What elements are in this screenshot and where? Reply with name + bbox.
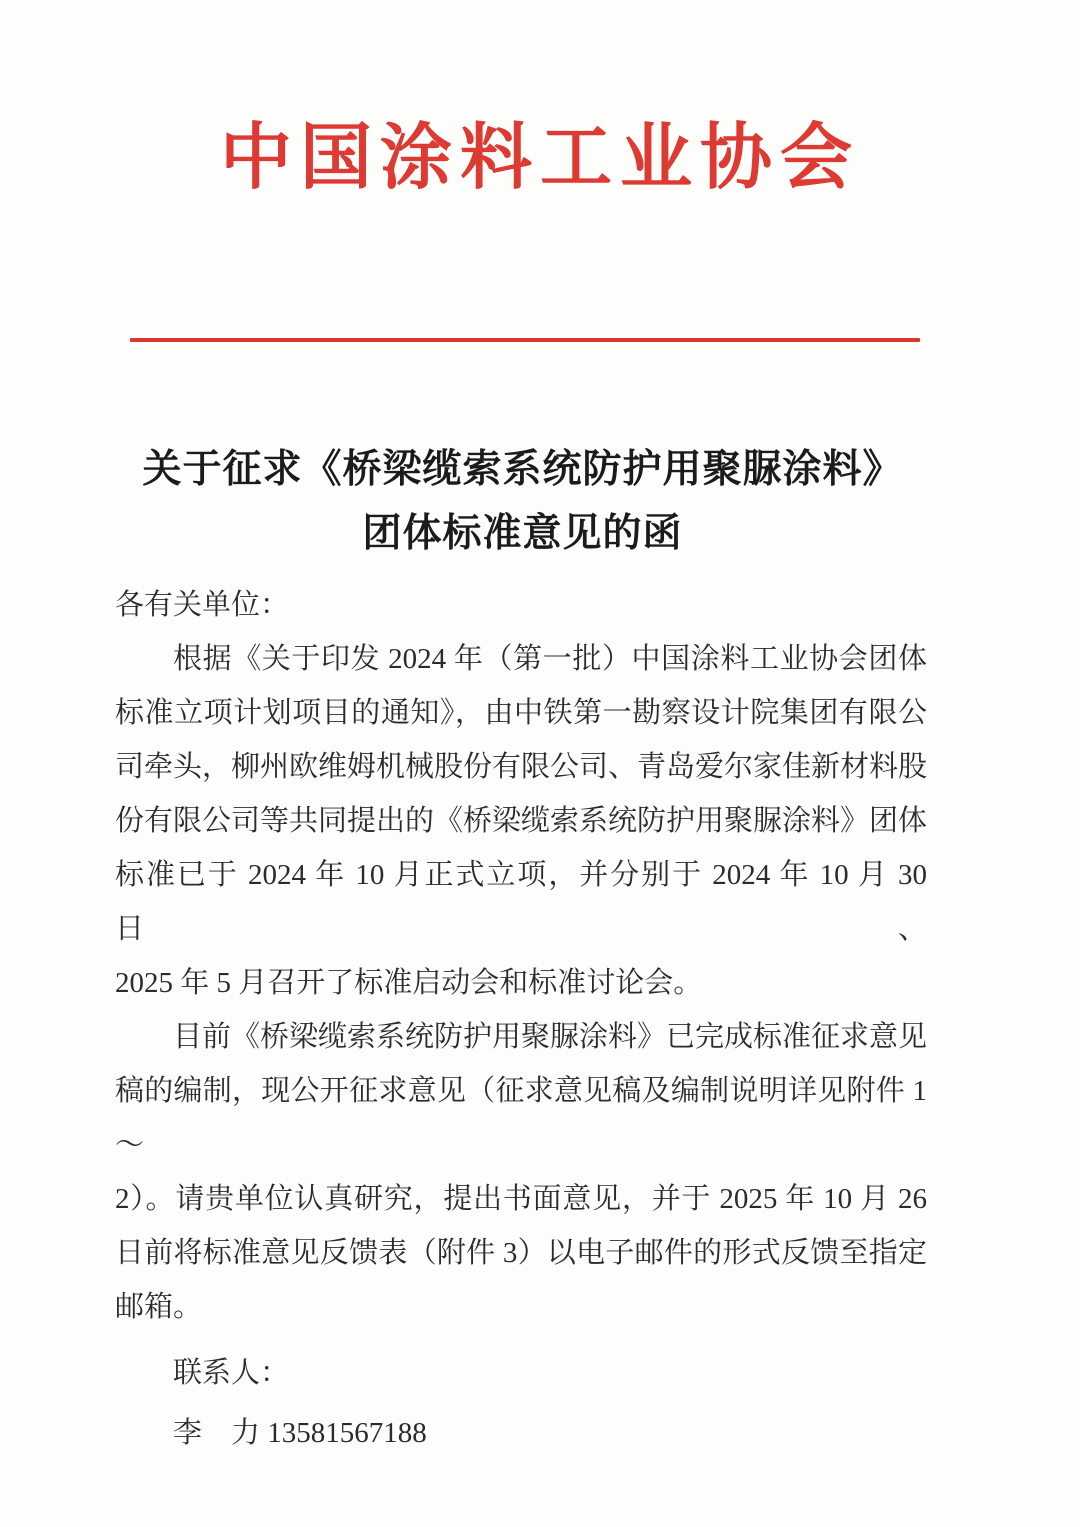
body-line: 稿的编制，现公开征求意见（征求意见稿及编制说明详见附件 1～ [115, 1075, 927, 1161]
body-line: 标准立项计划项目的通知》，由中铁第一勘察设计院集团有限公 [115, 697, 927, 729]
body-line: 2）。请贵单位认真研究，提出书面意见，并于 2025 年 10 月 26 [115, 1183, 927, 1215]
body-line: 李 力 13581567188 [173, 1417, 427, 1449]
document-title [0, 438, 1080, 566]
body-line: 司牵头，柳州欧维姆机械股份有限公司、青岛爱尔家佳新材料股 [115, 751, 928, 783]
paragraph-solicitation [115, 1010, 927, 1334]
body-line: 联系人： [173, 1357, 290, 1389]
body-line: 2025 年 5 月召开了标准启动会和标准讨论会。 [115, 967, 703, 999]
body-line: 邮箱。 [115, 1291, 203, 1323]
letter-body [0, 578, 1080, 1460]
body-line: 目前《桥梁缆索系统防护用聚脲涂料》已完成标准征求意见 [173, 1021, 928, 1053]
contact-label [115, 1346, 927, 1400]
salutation: 各有关单位： [115, 589, 290, 621]
letterhead [0, 0, 1080, 198]
body-line: 标准已于 2024 年 10 月正式立项，并分别于 2024 年 10 月 30 日、 [115, 859, 927, 945]
body-line: 根据《关于印发 2024 年（第一批）中国涂料工业协会团体 [173, 643, 927, 675]
title-line-1: 关于征求《桥梁缆索系统防护用聚脲涂料》 [142, 448, 903, 491]
body-line: 日前将标准意见反馈表（附件 3）以电子邮件的形式反馈至指定 [115, 1237, 927, 1269]
contact-person [115, 1406, 927, 1460]
paragraph-background [115, 632, 927, 1010]
paragraphs [115, 632, 927, 1460]
title-line-2: 团体标准意见的函 [362, 512, 683, 555]
org-name: 中国涂料工业协会 [219, 118, 860, 198]
body-line: 份有限公司等共同提出的《桥梁缆索系统防护用聚脲涂料》团体 [115, 805, 928, 837]
letterhead-rule [130, 338, 920, 342]
